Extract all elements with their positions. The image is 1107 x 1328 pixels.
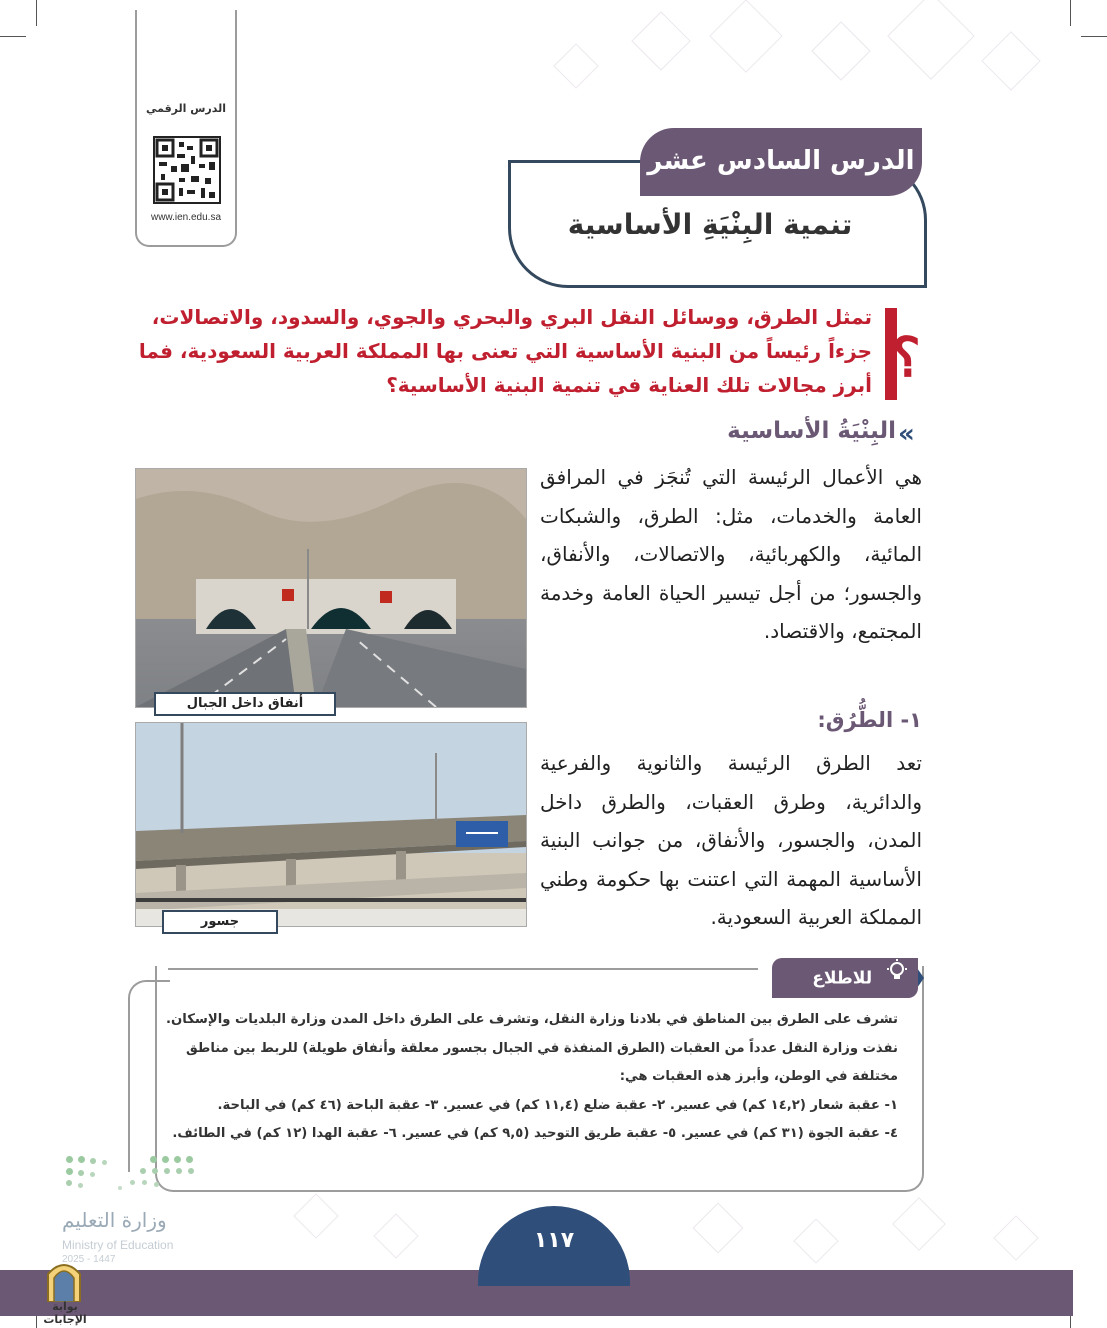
- infrastructure-definition: هي الأعمال الرئيسة التي تُنجَز في المرافق العامة والخدمات، مثل: الطرق، والشبكات المائية، والكهربائية، والاتصالات، والأنفاق، والجسور؛ من أجل تيسير الحياة العامة وخدمة المجتمع، والاقتصاد.: [540, 465, 922, 643]
- lesson-title: تنمية البِنْيَةِ الأساسية: [567, 208, 853, 241]
- info-box-top-line: [168, 968, 758, 970]
- intro-question: تمثل الطرق، ووسائل النقل البري والبحري والجوي، والسدود، والاتصالات، جزءاً رئيساً من البنية الأساسية التي تعنى بها المملكة العربية السعودية، فما أبرز مجالات تلك العناية في تنمية البنية الأساسية؟: [138, 305, 872, 397]
- tunnels-caption: أنفاق داخل الجبال: [154, 692, 336, 716]
- digital-lesson-label: الدرس الرقمي: [145, 102, 227, 115]
- ministry-name-english: Ministry of Education: [62, 1238, 174, 1252]
- info-line: تشرف على الطرق بين المناطق في بلادنا وزارة النقل، وتشرف على الطرق داخل المدن وزارة البلديات والإسكان.: [166, 1012, 898, 1027]
- lightbulb-icon: [884, 958, 910, 999]
- info-line: نفذت وزارة النقل عدداً من العقبات (الطرق المنفذة في الجبال بجسور معلقة وأنفاق طويلة) للربط بين مناطق: [186, 1040, 898, 1056]
- tunnels-photo: [135, 468, 527, 708]
- bridges-photo: [135, 722, 527, 927]
- page-number: ١١٧: [533, 1228, 575, 1253]
- lesson-number-banner: الدرس السادس عشر: [640, 128, 922, 196]
- digital-lesson-url[interactable]: www.ien.edu.sa: [150, 212, 222, 223]
- ministry-name-arabic: وزارة التعليم: [62, 1208, 167, 1232]
- info-text: [150, 1006, 898, 1149]
- qr-code-icon[interactable]: [153, 136, 221, 204]
- info-badge-label: للاطلاع: [812, 968, 873, 989]
- roads-heading: ١- الطُّرُق:: [817, 708, 922, 732]
- portal-logo-icon: [44, 1258, 84, 1302]
- info-line: مختلفة في الوطن، وأبرز هذه العقبات هي:: [619, 1069, 898, 1084]
- info-badge: [772, 958, 918, 998]
- crop-mark: [0, 36, 26, 37]
- section-heading: البِنْيَةُ الأساسية: [727, 418, 896, 444]
- question-mark-icon: ؟: [892, 325, 921, 389]
- roads-paragraph: تعد الطرق الرئيسة والثانوية والفرعية والدائرية، وطرق العقبات، والطرق داخل المدن، والجسور، والأنفاق، من جوانب البنية الأساسية المهمة التي اعتنت بها حكومة وطني المملكة العربية السعودية.: [540, 751, 922, 929]
- digital-lesson-card[interactable]: [135, 10, 237, 247]
- ministry-year: 2025 - 1447: [62, 1254, 116, 1265]
- info-line: ١- عقبة شعار (١٤,٢ كم) في عسير. ٢- عقبة ضلع (١١,٤ كم) في عسير. ٣- عقبة الباحة (٤٦ كم) في الباحة.: [217, 1097, 898, 1113]
- info-line: ٤- عقبة الجوة (٣١ كم) في عسير. ٥- عقبة طريق التوحيد (٩,٥ كم) في عسير. ٦- عقبة الهدا (١٢ كم) في الطائف.: [172, 1126, 898, 1141]
- portal-label[interactable]: بوابة الإجابات: [43, 1300, 87, 1326]
- crop-mark: [36, 0, 37, 26]
- crop-mark: [1070, 0, 1071, 26]
- bridges-caption: جسور: [162, 910, 278, 934]
- crop-mark: [1081, 36, 1107, 37]
- double-chevron-icon: «: [898, 419, 915, 449]
